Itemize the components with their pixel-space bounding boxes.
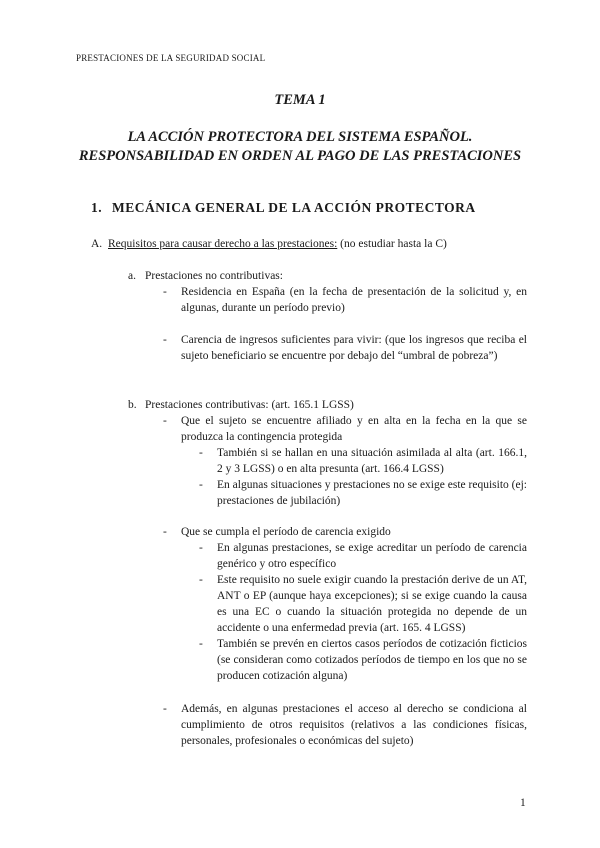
sub-b-bullet-1: Que el sujeto se encuentre afiliado y en alta en la fecha en la que se produzca la contingencia protegida: [181, 415, 527, 443]
bullet-dash: -: [199, 542, 203, 554]
item-a-title: Requisitos para causar derecho a las prestaciones:: [108, 238, 338, 250]
tema-heading: TEMA 1: [274, 92, 326, 108]
bullet-dash: -: [163, 415, 167, 427]
sub-b-bullet-2: Que se cumpla el período de carencia exigido: [181, 526, 391, 538]
bullet-dash: -: [199, 447, 203, 459]
sub-a-title: Prestaciones no contributivas:: [145, 270, 283, 282]
bullet-dash: -: [163, 286, 167, 298]
sub-b-bullet-1-sub-2: En algunas situaciones y prestaciones no se exige este requisito (ej: prestaciones de jubilación): [217, 479, 527, 507]
page-number: 1: [520, 797, 526, 809]
bullet-dash: -: [199, 479, 203, 491]
item-a-marker: A.: [91, 238, 103, 250]
sub-b-bullet-3: Además, en algunas prestaciones el acceso al derecho se condiciona al cumplimiento de otros requisitos (relativos a las condiciones físicas, personales, profesionales o económicas del sujeto): [181, 703, 527, 747]
document-title-line-1: LA ACCIÓN PROTECTORA DEL SISTEMA ESPAÑOL.: [127, 129, 473, 145]
sub-b-bullet-1-sub-1: También si se hallan en una situación asimilada al alta (art. 166.1, 2 y 3 LGSS) o en alta presunta (art. 166.4 LGSS): [217, 447, 527, 475]
sub-b-bullet-2-sub-3: También se prevén en ciertos casos períodos de cotización ficticios (se consideran como cotizados períodos de tiempo en los que no se producen cotización alguna): [217, 638, 527, 682]
section-title: MECÁNICA GENERAL DE LA ACCIÓN PROTECTORA: [112, 200, 476, 215]
sub-a-bullet-2: Carencia de ingresos suficientes para vivir: (que los ingresos que reciba el sujeto beneficiario se encuentre por debajo del “umbral de pobreza”): [181, 334, 527, 362]
sub-b-marker: b.: [128, 399, 137, 411]
bullet-dash: -: [199, 638, 203, 650]
item-a-note: (no estudiar hasta la C): [340, 238, 447, 250]
sub-b-bullet-2-sub-2: Este requisito no suele exigir cuando la prestación derive de un AT, ANT o EP (aunque haya excepciones); si se exige cuando la causa es una EC o cuando la situación protegida no depende de un accidente o una enfermedad previa (art. 165. 4 LGSS): [217, 574, 527, 634]
running-header: PRESTACIONES DE LA SEGURIDAD SOCIAL: [76, 53, 266, 63]
sub-b-title: Prestaciones contributivas: (art. 165.1 LGSS): [145, 399, 354, 411]
section-heading: [91, 200, 476, 216]
item-a-heading: [108, 236, 447, 252]
section-number: 1.: [91, 200, 103, 215]
sub-a-marker: a.: [128, 270, 136, 282]
bullet-dash: -: [163, 703, 167, 715]
sub-b-bullet-2-sub-1: En algunas prestaciones, se exige acreditar un período de carencia genérico y otro específico: [217, 542, 527, 570]
document-title-line-2: RESPONSABILIDAD EN ORDEN AL PAGO DE LAS PRESTACIONES: [78, 148, 522, 164]
bullet-dash: -: [199, 574, 203, 586]
bullet-dash: -: [163, 334, 167, 346]
sub-a-bullet-1: Residencia en España (en la fecha de presentación de la solicitud y, en algunas, durante un período previo): [181, 286, 527, 314]
bullet-dash: -: [163, 526, 167, 538]
